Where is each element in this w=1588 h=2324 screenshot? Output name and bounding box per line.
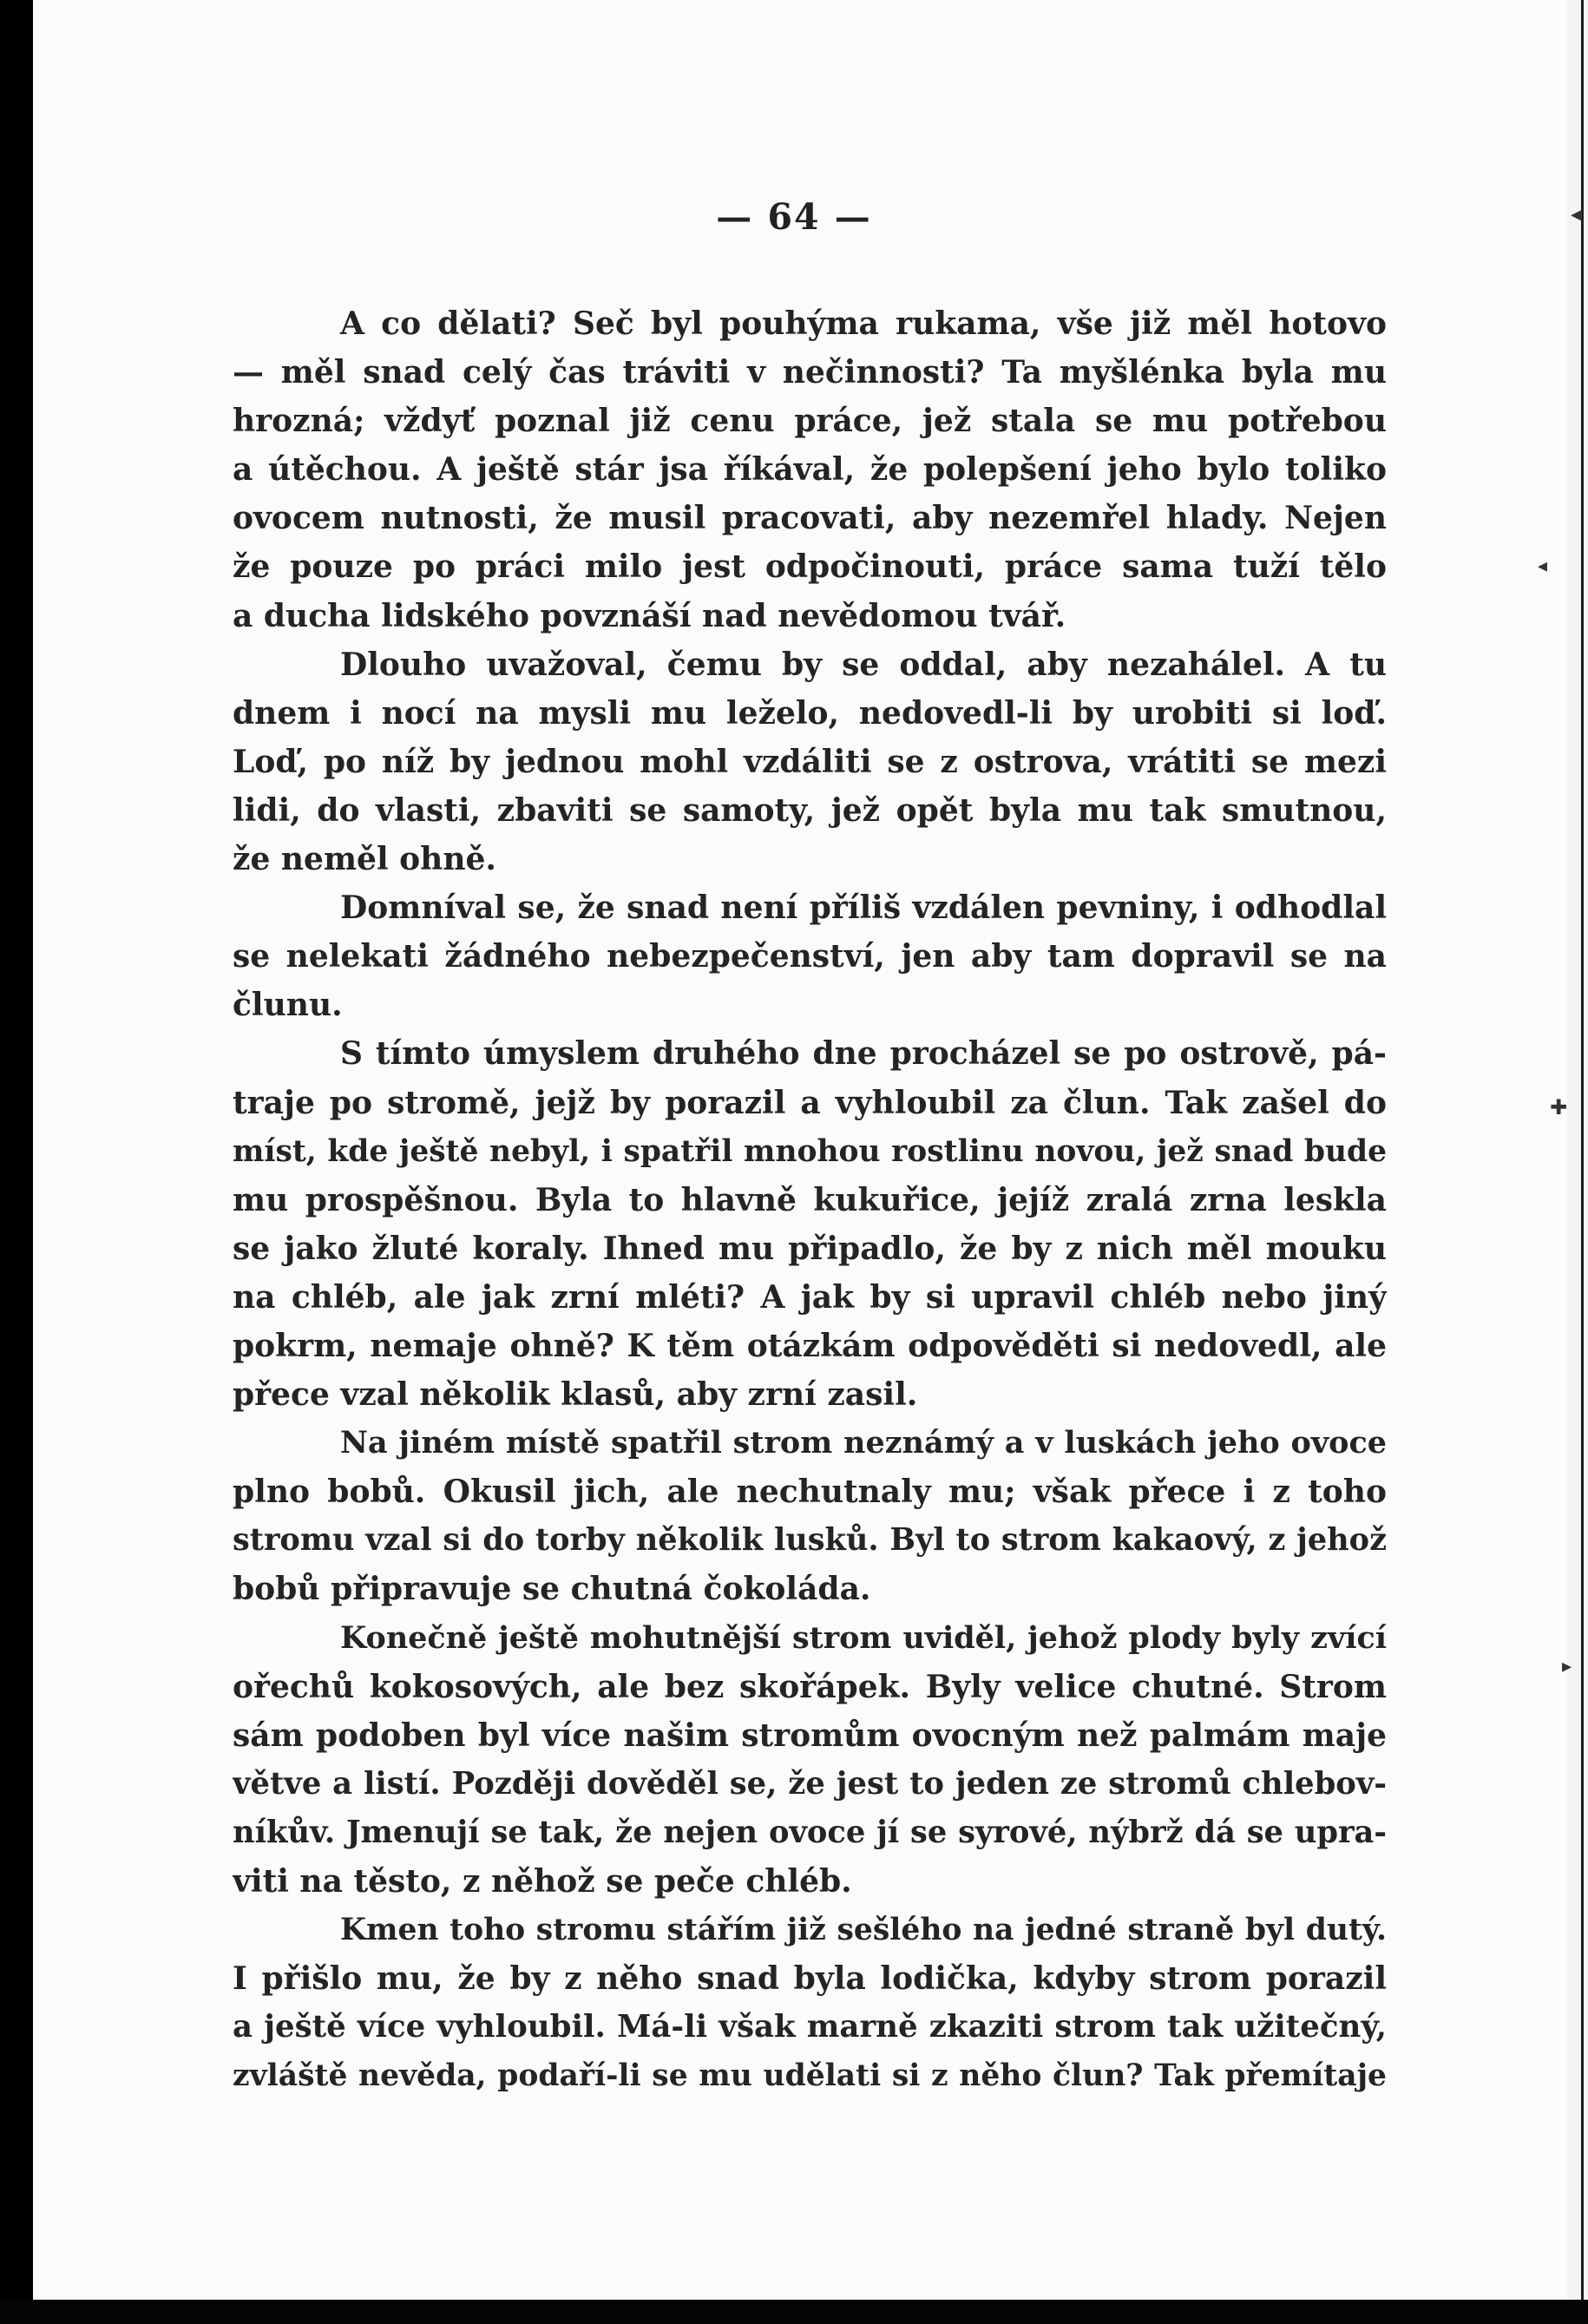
- text-line: ořechů kokosových, ale bez skořápek. Byly velice chutné. Strom: [233, 1668, 1387, 1705]
- text-line: dnem i nocí na mysli mu leželo, nedovedl-li by urobiti si loď.: [233, 694, 1387, 732]
- text-line: a ještě více vyhloubil. Má-li však marně zkaziti strom tak užitečný,: [233, 2009, 1387, 2045]
- body-text: [233, 299, 1387, 2100]
- binding-tick-mark: ✚: [1550, 1095, 1568, 1119]
- text-line: že pouze po práci milo jest odpočinouti, práce sama tuží tělo: [233, 548, 1387, 586]
- text-line: stromu vzal si do torby několik lusků. Byl to strom kakaový, z jehož: [233, 1522, 1387, 1559]
- text-line: sám podoben byl více našim stromům ovocným než palmám maje: [233, 1717, 1387, 1754]
- text-line: že neměl ohně.: [233, 841, 496, 878]
- text-line: míst, kde ještě nebyl, i spatřil mnohou rostlinu novou, jež snad bude: [233, 1133, 1387, 1169]
- binding-edge-line: [1581, 0, 1584, 2324]
- text-line: viti na těsto, z něhož se peče chléb.: [233, 1863, 852, 1900]
- text-line: lidi, do vlasti, zbaviti se samoty, jež opět byla mu tak smutnou,: [233, 791, 1387, 829]
- text-line: bobů připravuje se chutná čokoláda.: [233, 1571, 871, 1608]
- text-line: níkův. Jmenují se tak, že nejen ovoce jí se syrové, nýbrž dá se upra-: [233, 1814, 1387, 1850]
- text-line: plno bobů. Okusil jich, ale nechutnaly mu; však přece i z toho: [233, 1474, 1387, 1511]
- text-line: větve a listí. Později dověděl se, že jest to jeden ze stromů chlebov-: [233, 1765, 1387, 1802]
- text-line: hrozná; vždyť poznal již cenu práce, jež stala se mu potřebou: [233, 403, 1387, 440]
- binding-tick-mark: ▸: [1562, 1656, 1572, 1677]
- text-line: I přišlo mu, že by z něho snad byla lodička, kdyby strom porazil: [233, 1960, 1387, 1998]
- text-line: S tímto úmyslem druhého dne procházel se po ostrově, pá-: [340, 1035, 1387, 1073]
- text-line: a ducha lidského povznáší nad nevědomou tvář.: [233, 597, 1066, 634]
- page-number: — 64 —: [716, 196, 872, 238]
- text-line: Loď, po níž by jednou mohl vzdáliti se z ostrova, vrátiti se mezi: [233, 743, 1387, 780]
- text-line: Konečně ještě mohutnější strom uviděl, jehož plody byly zvící: [340, 1619, 1387, 1656]
- text-line: pokrm, nemaje ohně? K těm otázkám odpověděti si nedovedl, ale: [233, 1327, 1387, 1364]
- text-line: A co dělati? Seč byl pouhýma rukama, vše již měl hotovo: [340, 305, 1387, 342]
- text-line: Dlouho uvažoval, čemu by se oddal, aby nezahálel. A tu: [340, 646, 1387, 683]
- binding-tick-mark: ◂: [1538, 555, 1548, 577]
- text-line: ovocem nutnosti, že musil pracovati, aby nezemřel hlady. Nejen: [233, 500, 1387, 537]
- text-line: člunu.: [233, 987, 343, 1024]
- binding-tick-mark: ◂: [1571, 201, 1583, 227]
- text-line: Kmen toho stromu stářím již sešlého na jedné straně byl dutý.: [340, 1913, 1387, 1948]
- text-line: na chléb, ale jak zrní mléti? A jak by si upravil chléb nebo jiný: [233, 1278, 1387, 1316]
- text-line: a útěchou. A ještě stár jsa říkával, že polepšení jeho bylo toliko: [233, 451, 1387, 489]
- text-line: mu prospěšnou. Byla to hlavně kukuřice, jejíž zralá zrna leskla: [233, 1181, 1387, 1218]
- book-binding-edge: [1567, 0, 1588, 2324]
- scan-bottom-border: [0, 2300, 1588, 2324]
- text-line: Na jiném místě spatřil strom neznámý a v luskách jeho ovoce: [340, 1425, 1387, 1461]
- text-line: — měl snad celý čas tráviti v nečinnosti? Ta myšlénka byla mu: [233, 354, 1387, 391]
- text-line: zvláště nevěda, podaří-li se mu udělati si z něho člun? Tak přemítaje: [233, 2058, 1387, 2094]
- text-line: Domníval se, že snad není příliš vzdálen pevniny, i odhodlal: [340, 890, 1387, 927]
- text-line: se jako žluté koraly. Ihned mu připadlo, že by z nich měl mouku: [233, 1230, 1387, 1267]
- text-line: traje po stromě, jejž by porazil a vyhloubil za člun. Tak zašel do: [233, 1084, 1387, 1121]
- text-line: se nelekati žádného nebezpečenství, jen aby tam dopravil se na: [233, 938, 1387, 975]
- text-line: přece vzal několik klasů, aby zrní zasil.: [233, 1376, 918, 1414]
